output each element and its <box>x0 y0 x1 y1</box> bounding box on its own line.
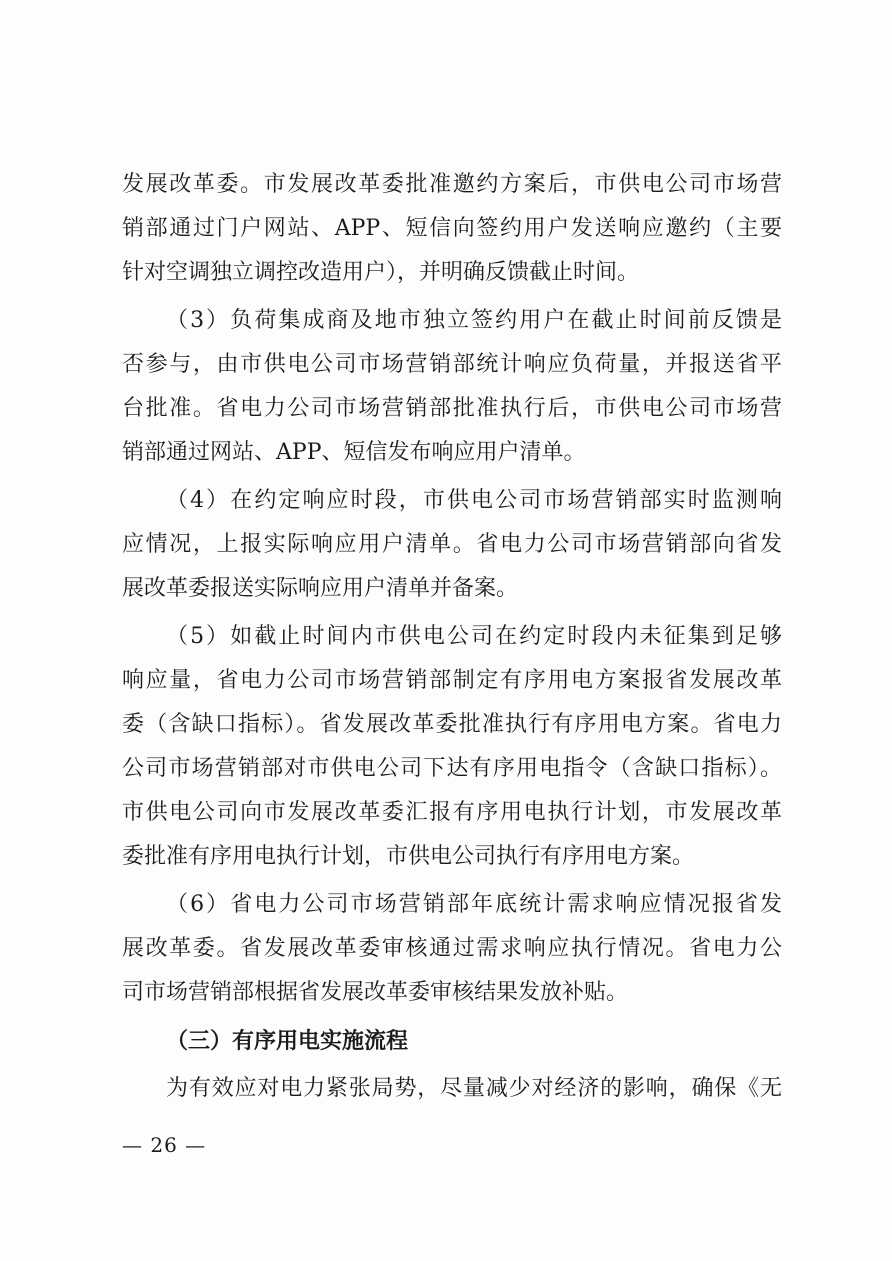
text-line: 否参与，由市供电公司市场营销部统计响应负荷量，并报送省平 <box>122 352 782 377</box>
paragraph-step-6 <box>122 883 782 1015</box>
document-body <box>122 163 782 1115</box>
paragraph-continuation <box>122 163 782 295</box>
text-line: （4）在约定响应时段，市供电公司市场营销部实时监测响 <box>166 488 782 513</box>
page-number: — 26 — <box>122 1133 207 1157</box>
paragraph-step-3 <box>122 299 782 475</box>
text-line: （5）如截止时间内市供电公司在约定时段内未征集到足够 <box>166 624 782 649</box>
text-line: 发展改革委。市发展改革委批准邀约方案后，市供电公司市场营 <box>122 172 782 197</box>
paragraph-intro <box>122 1067 782 1111</box>
section-heading-text: （三）有序用电实施流程 <box>166 1028 409 1054</box>
text-line: 市供电公司向市发展改革委汇报有序用电执行计划，市发展改革 <box>122 800 782 825</box>
text-line: 为有效应对电力紧张局势，尽量减少对经济的影响，确保《无 <box>166 1076 782 1101</box>
paragraph-step-5 <box>122 615 782 879</box>
text-line: 展改革委报送实际响应用户清单并备案。 <box>122 576 519 601</box>
text-line: 针对空调独立调控改造用户），并明确反馈截止时间。 <box>122 260 640 285</box>
text-line: 响应量，省电力公司市场营销部制定有序用电方案报省发展改革 <box>122 668 782 693</box>
text-line: 销部通过网站、APP、短信发布响应用户清单。 <box>122 440 586 465</box>
text-line: 台批准。省电力公司市场营销部批准执行后，市供电公司市场营 <box>122 396 782 421</box>
text-line: 委批准有序用电执行计划，市供电公司执行有序用电方案。 <box>122 844 695 869</box>
text-line: 委（含缺口指标）。省发展改革委批准执行有序用电方案。省电力 <box>122 712 782 737</box>
section-heading <box>122 1019 782 1063</box>
paragraph-step-4 <box>122 479 782 611</box>
text-line: 司市场营销部根据省发展改革委审核结果发放补贴。 <box>122 980 629 1005</box>
text-line: 应情况，上报实际响应用户清单。省电力公司市场营销部向省发 <box>122 532 782 557</box>
text-line: 销部通过门户网站、APP、短信向签约用户发送响应邀约（主要 <box>122 216 782 241</box>
text-line: （3）负荷集成商及地市独立签约用户在截止时间前反馈是 <box>166 308 782 333</box>
text-line: 展改革委。省发展改革委审核通过需求响应执行情况。省电力公 <box>122 936 782 961</box>
text-line: （6）省电力公司市场营销部年底统计需求响应情况报省发 <box>166 892 782 917</box>
text-line: 公司市场营销部对市供电公司下达有序用电指令（含缺口指标）。 <box>122 756 782 781</box>
